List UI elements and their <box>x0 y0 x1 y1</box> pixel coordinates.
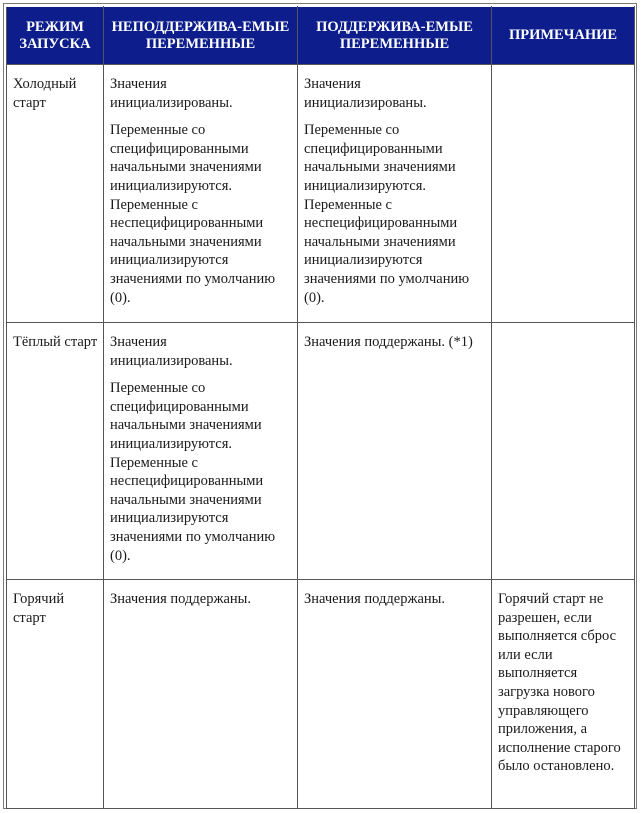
retained-cell <box>298 580 492 809</box>
retained-text: Значения поддержаны. <box>304 591 446 607</box>
nonretained-text: Значения инициализированы. <box>110 76 233 111</box>
nonretained-cell <box>104 580 298 809</box>
table-header-row <box>7 7 635 65</box>
retained-cell <box>298 323 492 580</box>
table-row-hot-start <box>7 580 635 809</box>
mode-cell: Холодный старт <box>7 65 104 323</box>
nonretained-cell <box>104 65 298 323</box>
mode-cell: Тёплый старт <box>7 323 104 580</box>
nonretained-text: Значения поддержаны. <box>110 591 252 607</box>
table-row-cold-start <box>7 65 635 323</box>
nonretained-cell <box>104 323 298 580</box>
table-row-warm-start <box>7 323 635 580</box>
header-retained-variables: ПОДДЕРЖИВА-ЕМЫЕ ПЕРЕМЕННЫЕ <box>298 7 492 65</box>
retained-text: Переменные со специфицированными начальными значениями инициализируются. Переменные с неспецифицированными начальными значениями инициализируются значениями по умолчанию (0). <box>304 122 470 306</box>
retained-text: Значения поддержаны. (*1) <box>304 334 473 350</box>
startup-modes-table <box>6 6 635 809</box>
note-cell <box>492 323 635 580</box>
nonretained-text: Переменные со специфицированными начальными значениями инициализируются. Переменные с неспецифицированными начальными значениями инициализируются значениями по умолчанию (0). <box>110 380 276 564</box>
retained-cell <box>298 65 492 323</box>
header-nonretained-variables: НЕПОДДЕРЖИВА-ЕМЫЕ ПЕРЕМЕННЫЕ <box>104 7 298 65</box>
mode-cell: Горячий старт <box>7 580 104 809</box>
note-cell <box>492 65 635 323</box>
note-cell: Горячий старт не разрешен, если выполняется сброс или если выполняется загрузка нового управляющего приложения, а исполнение старого было остановлено. <box>492 580 635 809</box>
nonretained-text: Значения инициализированы. <box>110 334 233 369</box>
header-startup-mode: РЕЖИМ ЗАПУСКА <box>7 7 104 65</box>
retained-text: Значения инициализированы. <box>304 76 427 111</box>
header-note: ПРИМЕЧАНИЕ <box>492 7 635 65</box>
nonretained-text: Переменные со специфицированными начальными значениями инициализируются. Переменные с неспецифицированными начальными значениями инициализируются значениями по умолчанию (0). <box>110 122 276 306</box>
